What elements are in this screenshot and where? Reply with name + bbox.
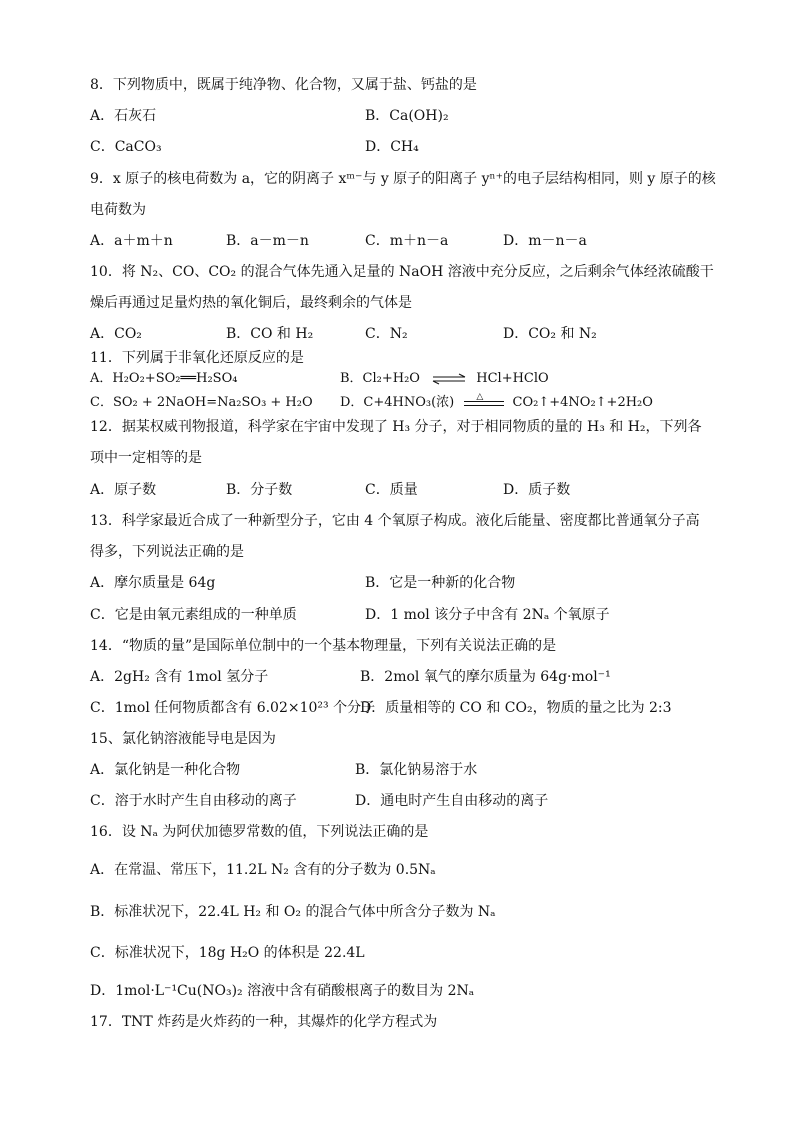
heat-symbol: △ xyxy=(476,391,484,402)
question-15-option-d: D．通电时产生自由移动的离子 xyxy=(355,793,549,809)
question-8-option-a: A．石灰石 xyxy=(90,108,157,124)
question-11-option-d-reactants: D．C+4HNO₃(浓) xyxy=(340,395,455,410)
heat-condition-arrow xyxy=(464,391,504,410)
question-15-stem: 15、氯化钠溶液能导电是因为 xyxy=(90,731,276,747)
question-9-option-d: D．m－n－a xyxy=(503,233,587,249)
question-10-stem-line-2: 燥后再通过足量灼热的氧化铜后，最终剩余的气体是 xyxy=(90,295,412,311)
question-17-stem: 17．TNT 炸药是火炸药的一种，其爆炸的化学方程式为 xyxy=(90,1014,438,1030)
question-11-option-c: C．SO₂ + 2NaOH=Na₂SO₃ + H₂O xyxy=(90,395,313,410)
equals-line-top xyxy=(464,401,504,402)
question-9-option-c: C．m＋n－a xyxy=(365,233,449,249)
question-12-option-d: D．质子数 xyxy=(503,482,571,498)
question-8-option-c: C．CaCO₃ xyxy=(90,139,162,155)
question-13-stem-line-1: 13．科学家最近合成了一种新型分子，它由 4 个氧原子构成。液化后能量、密度都比普通氧分子高 xyxy=(90,513,700,529)
question-15-option-b: B．氯化钠易溶于水 xyxy=(355,762,478,778)
question-9-stem-line-2: 电荷数为 xyxy=(90,202,146,218)
question-15-option-c: C．溶于水时产生自由移动的离子 xyxy=(90,793,297,809)
question-12-option-a: A．原子数 xyxy=(90,482,157,498)
question-10-option-a: A．CO₂ xyxy=(90,326,142,342)
question-14-stem: 14．“物质的量”是国际单位制中的一个基本物理量，下列有关说法正确的是 xyxy=(90,638,557,654)
reversible-arrow-icon xyxy=(432,373,466,385)
question-10-option-d: D．CO₂ 和 N₂ xyxy=(503,326,597,342)
question-10-option-c: C．N₂ xyxy=(365,326,408,342)
question-11-option-d-products: CO₂↑+4NO₂↑+2H₂O xyxy=(512,395,653,410)
question-12-stem-line-2: 项中一定相等的是 xyxy=(90,450,202,466)
question-11-option-b-reactants: B．Cl₂+H₂O xyxy=(340,371,420,386)
question-9-option-b: B．a－m－n xyxy=(226,233,309,249)
question-8-stem: 8．下列物质中，既属于纯净物、化合物，又属于盐、钙盐的是 xyxy=(90,77,477,93)
question-14-option-c: C．1mol 任何物质都含有 6.02×10²³ 个分子 xyxy=(90,700,376,716)
question-15-option-a: A．氯化钠是一种化合物 xyxy=(90,762,241,778)
question-9-stem-line-1: 9．x 原子的核电荷数为 a，它的阴离子 xᵐ⁻与 y 原子的阳离子 yⁿ⁺的电子层结构相同，则 y 原子的核 xyxy=(90,171,716,187)
question-12-option-b: B．分子数 xyxy=(226,482,293,498)
question-11-stem: 11．下列属于非氧化还原反应的是 xyxy=(90,350,304,366)
equals-line-bottom xyxy=(464,405,504,406)
question-12-option-c: C．质量 xyxy=(365,482,418,498)
question-9-option-a: A．a＋m＋n xyxy=(90,233,173,249)
question-11-option-d xyxy=(340,391,653,412)
question-16-option-d: D．1mol·L⁻¹Cu(NO₃)₂ 溶液中含有硝酸根离子的数目为 2Nₐ xyxy=(90,983,475,999)
question-16-option-b: B．标准状况下，22.4L H₂ 和 O₂ 的混合气体中所含分子数为 Nₐ xyxy=(90,904,496,920)
question-13-option-d: D．1 mol 该分子中含有 2Nₐ 个氧原子 xyxy=(365,607,610,623)
question-14-option-a: A．2gH₂ 含有 1mol 氢分子 xyxy=(90,669,269,685)
question-11-option-a: A．H₂O₂+SO₂══H₂SO₄ xyxy=(90,371,238,386)
question-16-option-a: A．在常温、常压下，11.2L N₂ 含有的分子数为 0.5Nₐ xyxy=(90,862,436,878)
question-13-option-c: C．它是由氧元素组成的一种单质 xyxy=(90,607,297,623)
question-11-option-b xyxy=(340,370,549,388)
question-13-option-a: A．摩尔质量是 64g xyxy=(90,575,216,591)
question-12-stem-line-1: 12．据某权威刊物报道，科学家在宇宙中发现了 H₃ 分子，对于相同物质的量的 H₃ 和 H₂，下列各 xyxy=(90,419,702,435)
question-10-stem-line-1: 10．将 N₂、CO、CO₂ 的混合气体先通入足量的 NaOH 溶液中充分反应，之后剩余气体经浓硫酸干 xyxy=(90,264,714,280)
question-8-option-b: B．Ca(OH)₂ xyxy=(365,108,449,124)
question-8-option-d: D．CH₄ xyxy=(365,139,419,155)
question-16-option-c: C．标准状况下，18g H₂O 的体积是 22.4L xyxy=(90,945,365,961)
question-11-option-b-products: HCl+HClO xyxy=(476,371,549,386)
question-13-option-b: B．它是一种新的化合物 xyxy=(365,575,516,591)
question-14-option-b: B．2mol 氧气的摩尔质量为 64g·mol⁻¹ xyxy=(360,669,611,685)
question-16-stem: 16．设 Nₐ 为阿伏加德罗常数的值，下列说法正确的是 xyxy=(90,824,429,840)
question-10-option-b: B．CO 和 H₂ xyxy=(226,326,314,342)
question-13-stem-line-2: 得多，下列说法正确的是 xyxy=(90,544,244,560)
question-14-option-d: D．质量相等的 CO 和 CO₂，物质的量之比为 2:3 xyxy=(360,700,672,716)
